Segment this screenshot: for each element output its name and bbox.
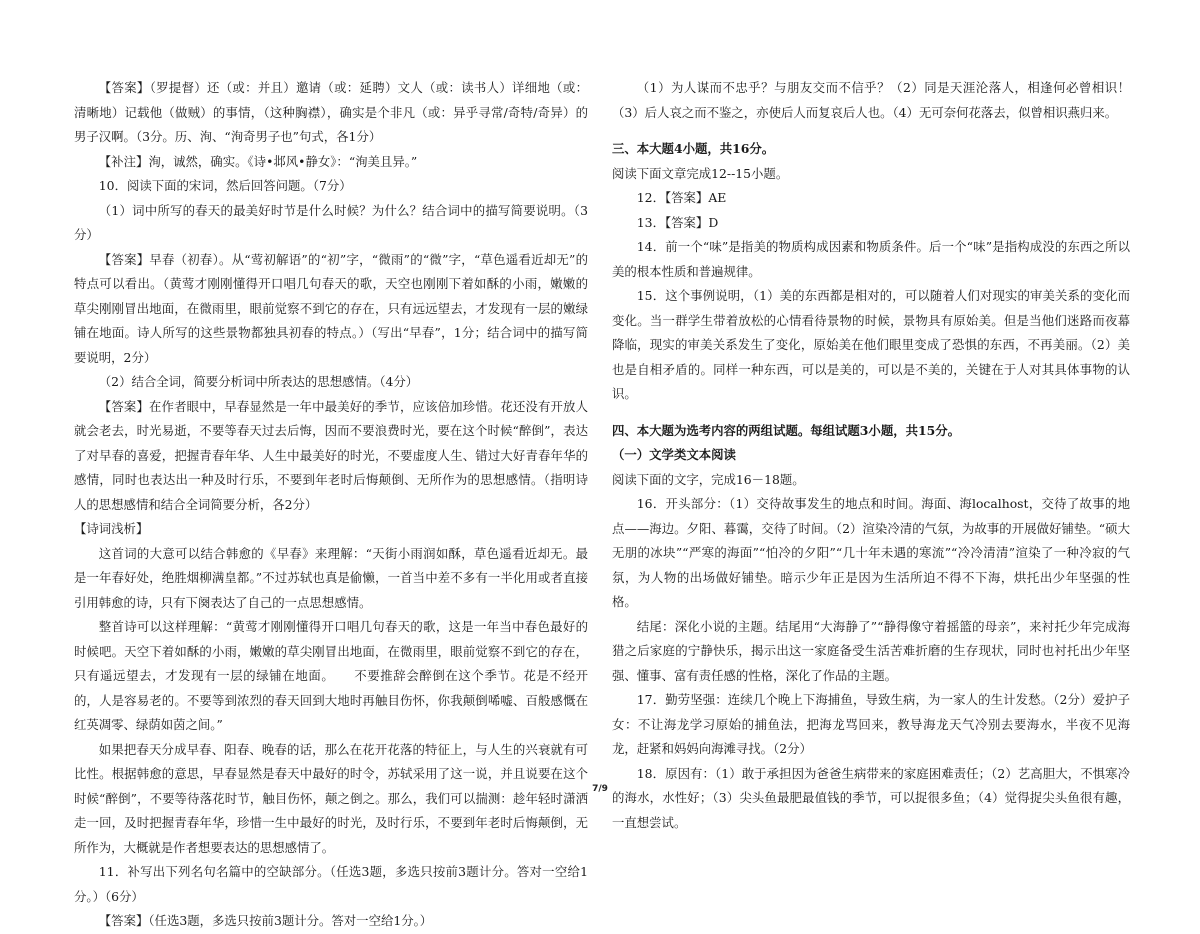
paragraph-sec3-intro: 阅读下面文章完成12--15小题。 — [612, 165, 789, 181]
paragraph-q10-2: （2）结合全词，简要分析词中所表达的思想感情。（4分） — [98, 374, 419, 389]
paragraph-sec4-title: 四、本大题为选考内容的两组试题。每组试题3小题，共15分。 — [612, 422, 961, 438]
paragraph-ans11: 【答案】（任选3题，多选只按前3题计分。答对一空给1分。） — [98, 913, 433, 928]
paragraph-sec4-intro: 阅读下面的文字，完成16－18题。 — [612, 471, 805, 487]
page-number: 7/9 — [592, 784, 608, 794]
paragraph-appr-p2: 整首诗可以这样理解：“黄莺才刚刚懂得开口唱几句春天的歌，这是一年当中春色最好的时候吧。天空下着如酥的小雨，嫩嫩的草尖刚冒出地面，在微雨里，眼前觉察不到它的存在，只有遥远望去，才发现有一层的绿铺在地面。 不要推辞会醉倒在这个季节。花是不经开的，人是容易老的。不要等到浓烈的春天回到大地时再触目伤怀，你我颠倒唏嘘、百般感慨在红英凋零、绿荫如茵之间。” — [74, 619, 588, 732]
paragraph-ans16: 16．开头部分：（1）交待故事发生的地点和时间。海面、海localhost，交待了故事的地点——海边。夕阳、暮霭，交待了时间。（2）渲染冷清的气氛，为故事的开展做好铺垫。“硕大无朋的冰块”“严寒的海面”“怕冷的夕阳”“几十年未遇的寒流”“冷冷清清”渲染了一种冷寂的气氛，为人物的出场做好铺垫。暗示少年正是因为生活所迫不得不下海，烘托出少年坚强的性格。 — [612, 496, 1130, 609]
paragraph-ans15: 15．这个事例说明，（1）美的东西都是相对的，可以随着人们对现实的审美关系的变化而变化。当一群学生带着放松的心情看待景物的时候，景物具有原始美。但是当他们迷路而夜幕降临，现实的审美关系发生了变化，原始美在他们眼里变成了恐惧的东西，不再美丽。（2）美也是自相矛盾的。同样一种东西，可以是美的，可以是不美的，关键在于人对其具体事物的认识。 — [612, 288, 1130, 401]
paragraph-ans10-1: 【答案】早春（初春）。从“莺初解语”的“初”字，“微雨”的“微”字，“草色遥看近却无”的特点可以看出。（黄莺才刚刚懂得开口唱几句春天的歌，天空也刚刚下着如酥的小雨，嫩嫩的草尖刚刚冒出地面，在微雨里，眼前觉察不到它的存在，只有远远望去，才发现有一层的嫩绿铺在地面。诗人所写的这些景物都独具初春的特点。）（写出“早春”，1分；结合词中的描写简要说明，2分） — [74, 251, 588, 365]
paragraph-ans11-content: （1）为人谋而不忠乎？与朋友交而不信乎？（2）同是天涯沦落人，相逢何必曾相识！（3）后人哀之而不鉴之，亦使后人而复哀后人也。（4）无可奈何花落去，似曾相识燕归来。 — [612, 80, 1130, 120]
paragraph-ans12: 12．【答案】AE — [636, 190, 727, 205]
paragraph-appreciation-title: 【诗词浅析】 — [74, 521, 149, 536]
paragraph-note9: 【补注】洵，诚然，确实。《诗•邶风•静女》：“洵美且异。” — [98, 153, 418, 169]
paragraph-ans10-2: 【答案】在作者眼中，早春显然是一年中最美好的季节，应该倍加珍惜。花还没有开放人就会老去，时光易逝，不要等春天过去后悔，因而不要浪费时光，要在这个时候“醉倒”，表达了对早春的喜爱，把握青春年华、人生中最美好的时光，不要虚度人生、错过大好青春年华的感情，同时也表达出一种及时行乐，不要到年老时后悔颠倒、无所作为的思想感情。（指明诗人的思想感情和结合全词简要分析，各2分） — [74, 398, 588, 512]
paragraph-ans14: 14．前一个“味”是指美的物质构成因素和物质条件。后一个“味”是指构成没的东西之所以美的根本性质和普遍规律。 — [612, 239, 1130, 279]
paragraph-q10-1: （1）词中所写的春天的最美好时节是什么时候？为什么？结合词中的描写简要说明。（3分） — [74, 202, 588, 242]
left-column — [74, 76, 588, 934]
paragraph-appr-p1: 这首词的大意可以结合韩愈的《早春》来理解：“天街小雨润如酥，草色遥看近却无。最是一年春好处，绝胜烟柳满皇都。”不过苏轼也真是偷懒，一首当中差不多有一半化用或者直接引用韩愈的诗，只有下阕表达了自己的一点思想感情。 — [74, 545, 588, 610]
right-column — [612, 76, 1130, 835]
paragraph-ans16-end: 结尾：深化小说的主题。结尾用“大海静了”“静得像守着摇篮的母亲”，来衬托少年完成海猎之后家庭的宁静快乐，揭示出这一家庭备受生活苦难折磨的生存现状，同时也衬托出少年坚强、懂事、富有责任感的性格，深化了作品的主题。 — [612, 618, 1130, 683]
paragraph-q10: 10．阅读下面的宋词，然后回答问题。（7分） — [98, 178, 352, 193]
paragraph-q11: 11．补写出下列名句名篇中的空缺部分。（任选3题，多选只按前3题计分。答对一空给1分。）（6分） — [74, 864, 588, 904]
paragraph-sec4-group1: （一）文学类文本阅读 — [612, 447, 736, 462]
paragraph-ans18: 18．原因有：（1）敢于承担因为爸爸生病带来的家庭困难责任；（2）艺高胆大，不惧寒冷的海水，水性好；（3）尖头鱼最肥最值钱的季节，可以捉很多鱼；（4）觉得捉尖头鱼很有趣，一直想尝试。 — [612, 765, 1130, 830]
paragraph-appr-p3: 如果把春天分成早春、阳春、晚春的话，那么在花开花落的特征上，与人生的兴衰就有可比性。根据韩愈的意思，早春显然是春天中最好的时令，苏轼采用了这一说，并且说要在这个时候“醉倒”，不要等待落花时节，触目伤怀，颠之倒之。那么，我们可以揣测：趁年轻时潇洒走一回，及时把握青春年华，珍惜一生中最好的时光，及时行乐，不要到年老时后悔颠倒，无所作为，大概就是作者想要表达的思想感情了。 — [74, 741, 588, 855]
paragraph-sec3-title: 三、本大题4小题，共16分。 — [612, 141, 775, 156]
paragraph-ans9: 【答案】（罗提督）还（或：并且）邀请（或：延聘）文人（或：读书人）详细地（或：清晰地）记载他（做贼）的事情，（这种胸襟），确实是个非凡（或：异乎寻常/奇特/奇异）的男子汉啊。（3分。历、洵、“洵奇男子也”句式，各1分） — [74, 80, 588, 144]
paragraph-ans17: 17．勤劳坚强：连续几个晚上下海捕鱼，导致生病，为一家人的生计发愁。（2分）爱护子女：不让海龙学习原始的捕鱼法，把海龙骂回来，教导海龙天气冷别去要海水，半夜不见海龙，赶紧和妈妈向海滩寻找。（2分） — [612, 692, 1130, 756]
paragraph-ans13: 13．【答案】D — [636, 214, 719, 230]
